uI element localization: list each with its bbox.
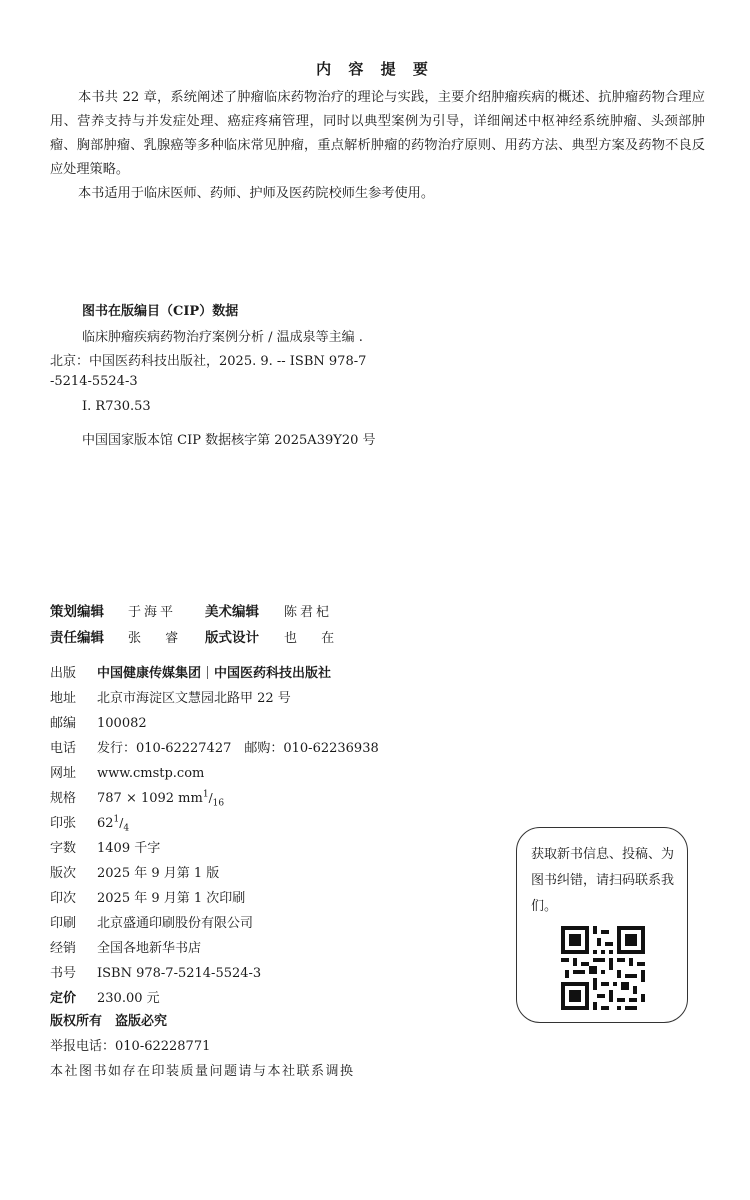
sheets-denominator: 4: [123, 823, 130, 834]
edition-label: 版次: [50, 866, 77, 881]
sheets-row: [50, 812, 129, 834]
phone-value: 发行：010-62227427 邮购：010-62236938: [97, 741, 379, 756]
impression-label: 印次: [50, 891, 77, 906]
cip-publisher-line: 北京：中国医药科技出版社，2025. 9. -- ISBN 978-7: [50, 354, 367, 369]
cip-heading: 图书在版编目（CIP）数据: [82, 304, 239, 319]
qr-code-icon[interactable]: [561, 926, 645, 1010]
report-phone: 举报电话：010-62228771: [50, 1039, 211, 1054]
format-row: [50, 787, 224, 809]
phone-label: 电话: [50, 741, 77, 756]
publisher-row: [50, 662, 331, 681]
edition-value: 2025 年 9 月第 1 版: [97, 866, 220, 881]
price-value: 230.00 元: [97, 991, 160, 1006]
format-numerator: 1: [202, 789, 209, 800]
qr-contact-text: 获取新书信息、投稿、为图书纠错，请扫码联系我们。: [531, 847, 675, 914]
printer-value: 北京盛通印刷股份有限公司: [97, 916, 254, 931]
summary-title: 内 容 提 要: [316, 60, 434, 78]
publisher-label: 出版: [50, 666, 77, 681]
isbn-label: 书号: [50, 966, 77, 981]
address-label: 地址: [50, 691, 77, 706]
summary-paragraph-1: 本书共 22 章，系统阐述了肿瘤临床药物治疗的理论与实践，主要介绍肿瘤疾病的概述、抗肿瘤药物合理应用、营养支持与并发症处理、癌症疼痛管理，同时以典型案例为引导，详细阐述中枢神经系统肿瘤、头颈部肿瘤、胸部肿瘤、乳腺癌等多种临床常见肿瘤，重点解析肿瘤的药物治疗原则、用药方法、典型方案及药物不良反应处理策略。: [50, 90, 705, 177]
publisher-group: 中国健康传媒集团: [97, 666, 202, 681]
sheets-slash: /: [119, 816, 124, 830]
cip-record-number: 中国国家版本馆 CIP 数据核字第 2025A39Y20 号: [82, 433, 376, 448]
quality-notice: 本社图书如存在印装质量问题请与本社联系调换: [50, 1064, 355, 1079]
postcode-row: [50, 712, 147, 731]
publisher-press: 中国医药科技出版社: [214, 666, 332, 681]
price-label: 定价: [50, 991, 77, 1006]
responsible-editor-label: 责任编辑: [50, 630, 104, 646]
planning-editor-name: 于海平: [128, 605, 177, 620]
address-value: 北京市海淀区文慧园北路甲 22 号: [97, 691, 291, 706]
sheets-numerator: 1: [113, 814, 120, 825]
art-editor-label: 美术编辑: [205, 604, 259, 620]
postcode-value: 100082: [97, 716, 147, 731]
art-editor-name: 陈君杞: [284, 605, 333, 620]
postcode-label: 邮编: [50, 716, 77, 731]
website-label: 网址: [50, 766, 77, 781]
qr-contact-box: [516, 827, 688, 1023]
sheets-value: 62: [97, 816, 114, 831]
distributor-label: 经销: [50, 941, 77, 956]
cip-classification: Ⅰ. R730.53: [82, 399, 151, 414]
format-denominator: 16: [212, 798, 225, 809]
words-value: 1409 千字: [97, 841, 161, 856]
words-row: [50, 837, 160, 856]
distributor-row: [50, 937, 201, 956]
summary-paragraph-2: 本书适用于临床医师、药师、护师及医药院校师生参考使用。: [78, 186, 435, 201]
printer-label: 印刷: [50, 916, 77, 931]
copyright-notice: 版权所有 盗版必究: [50, 1014, 168, 1029]
impression-value: 2025 年 9 月第 1 次印刷: [97, 891, 246, 906]
sheets-label: 印张: [50, 816, 77, 831]
phone-row: [50, 737, 379, 756]
isbn-row: [50, 962, 261, 981]
address-row: [50, 687, 291, 706]
distributor-value: 全国各地新华书店: [97, 941, 202, 956]
words-label: 字数: [50, 841, 77, 856]
publisher-separator: [207, 666, 208, 679]
planning-editor-label: 策划编辑: [50, 604, 104, 620]
layout-designer-name: 也 在: [284, 631, 345, 646]
website-row: [50, 762, 204, 781]
isbn-value: ISBN 978-7-5214-5524-3: [97, 966, 262, 981]
format-label: 规格: [50, 791, 77, 806]
cip-title-line: 临床肿瘤疾病药物治疗案例分析 / 温成泉等主编 .: [82, 330, 363, 345]
format-slash: /: [208, 791, 213, 805]
website-value: www.cmstp.com: [97, 766, 205, 781]
responsible-editor-name: 张 睿: [128, 631, 189, 646]
format-value: 787 × 1092 mm: [97, 791, 203, 806]
layout-designer-label: 版式设计: [205, 630, 259, 646]
impression-row: [50, 887, 245, 906]
cip-isbn-line: -5214-5524-3: [50, 374, 138, 389]
price-row: [50, 987, 160, 1006]
printer-row: [50, 912, 253, 931]
edition-row: [50, 862, 219, 881]
